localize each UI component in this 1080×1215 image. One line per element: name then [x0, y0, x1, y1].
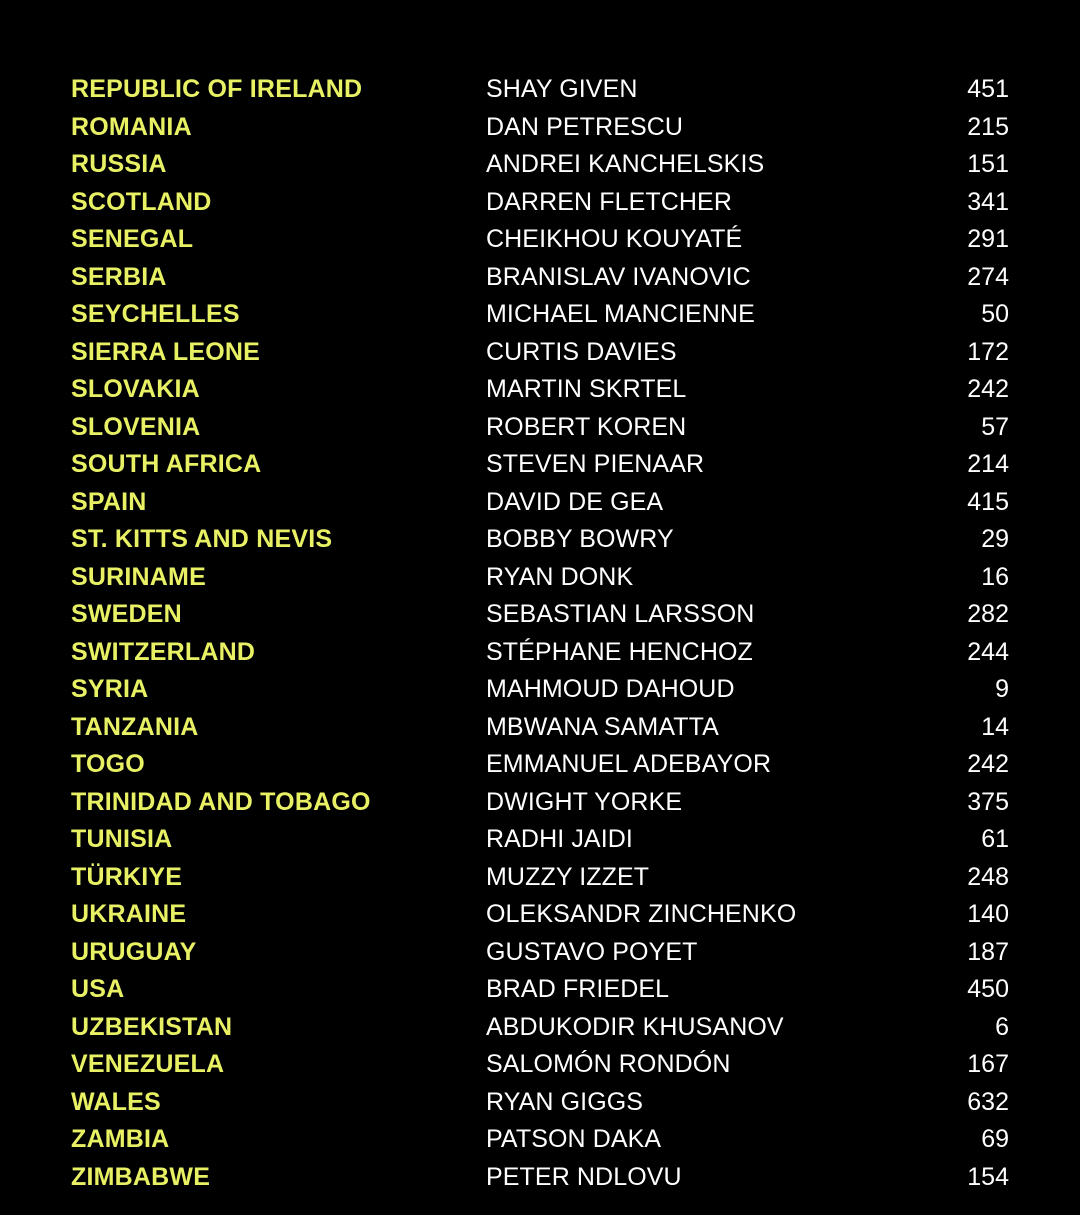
appearance-count: 244	[967, 637, 1009, 666]
player-name: DARREN FLETCHER	[486, 187, 732, 216]
country-name: UKRAINE	[71, 900, 187, 928]
appearance-count: 154	[967, 1162, 1009, 1191]
country-name: SWITZERLAND	[71, 637, 256, 666]
player-name: STEVEN PIENAAR	[486, 450, 705, 478]
table-row	[71, 671, 1009, 709]
appearance-count: 167	[967, 1050, 1009, 1078]
country-name: SIERRA LEONE	[71, 337, 260, 366]
player-name: DWIGHT YORKE	[486, 787, 683, 816]
country-name: SEYCHELLES	[71, 300, 240, 328]
player-name: EMMANUEL ADEBAYOR	[486, 750, 772, 778]
country-name: SENEGAL	[71, 225, 194, 253]
country-name: ZIMBABWE	[71, 1162, 211, 1191]
appearance-count: 6	[995, 1012, 1009, 1041]
country-name: UZBEKISTAN	[71, 1012, 233, 1041]
player-name: ABDUKODIR KHUSANOV	[486, 1012, 784, 1041]
player-name: GUSTAVO POYET	[486, 937, 698, 966]
country-name: VENEZUELA	[71, 1050, 225, 1078]
player-name: ROBERT KOREN	[486, 412, 687, 441]
country-name: ZAMBIA	[71, 1125, 170, 1153]
appearance-count: 187	[967, 937, 1009, 966]
country-name: SYRIA	[71, 675, 149, 703]
table-row	[71, 1084, 1009, 1122]
appearance-count: 242	[967, 375, 1009, 403]
appearance-count: 282	[967, 600, 1009, 628]
table-row	[71, 296, 1009, 334]
country-name: REPUBLIC OF IRELAND	[71, 75, 363, 103]
table-row	[71, 484, 1009, 522]
country-name: SWEDEN	[71, 600, 182, 628]
appearance-count: 450	[967, 975, 1009, 1003]
table-row	[71, 746, 1009, 784]
appearance-count: 29	[981, 525, 1009, 553]
country-name: RUSSIA	[71, 150, 167, 178]
player-name: BRANISLAV IVANOVIC	[486, 262, 751, 291]
country-name: SLOVENIA	[71, 412, 201, 441]
player-name: CURTIS DAVIES	[486, 337, 677, 366]
player-name: STÉPHANE HENCHOZ	[486, 637, 753, 666]
table-row	[71, 821, 1009, 859]
table-row	[71, 109, 1009, 147]
country-name: USA	[71, 975, 125, 1003]
appearance-count: 140	[967, 900, 1009, 928]
country-name: SOUTH AFRICA	[71, 450, 262, 478]
country-name: WALES	[71, 1087, 161, 1116]
country-name: TUNISIA	[71, 825, 173, 853]
player-name: BRAD FRIEDEL	[486, 975, 670, 1003]
country-name: SCOTLAND	[71, 187, 212, 216]
table-row	[71, 971, 1009, 1009]
country-name: TÜRKIYE	[71, 862, 183, 891]
player-name: PATSON DAKA	[486, 1125, 662, 1153]
player-name: MICHAEL MANCIENNE	[486, 300, 755, 328]
appearance-count: 632	[967, 1087, 1009, 1116]
appearance-count: 214	[967, 450, 1009, 478]
table-row	[71, 709, 1009, 747]
player-name: SHAY GIVEN	[486, 75, 638, 103]
table-row	[71, 1009, 1009, 1047]
table-row	[71, 446, 1009, 484]
country-name: TANZANIA	[71, 712, 199, 741]
player-name: PETER NDLOVU	[486, 1162, 682, 1191]
appearance-count: 375	[967, 787, 1009, 816]
appearance-count: 151	[967, 150, 1009, 178]
appearance-count: 50	[981, 300, 1009, 328]
appearance-count: 61	[981, 825, 1009, 853]
table-row	[71, 784, 1009, 822]
table-row	[71, 934, 1009, 972]
table-row	[71, 371, 1009, 409]
table-row	[71, 1159, 1009, 1197]
appearance-count: 16	[981, 562, 1009, 591]
country-name: TOGO	[71, 750, 145, 778]
player-name: MUZZY IZZET	[486, 862, 650, 891]
table-row	[71, 259, 1009, 297]
appearance-count: 415	[967, 487, 1009, 516]
appearance-count: 274	[967, 262, 1009, 291]
player-name: RYAN DONK	[486, 562, 634, 591]
country-name: TRINIDAD AND TOBAGO	[71, 787, 371, 816]
players-by-country-table	[71, 71, 1009, 1196]
table-row	[71, 896, 1009, 934]
appearance-count: 9	[995, 675, 1009, 703]
player-name: OLEKSANDR ZINCHENKO	[486, 900, 797, 928]
appearance-count: 291	[967, 225, 1009, 253]
player-name: ANDREI KANCHELSKIS	[486, 150, 765, 178]
country-name: ST. KITTS AND NEVIS	[71, 525, 333, 553]
table-row	[71, 596, 1009, 634]
appearance-count: 242	[967, 750, 1009, 778]
country-name: ROMANIA	[71, 112, 192, 141]
appearance-count: 57	[981, 412, 1009, 441]
appearance-count: 215	[967, 112, 1009, 141]
table-row	[71, 221, 1009, 259]
player-name: SEBASTIAN LARSSON	[486, 600, 755, 628]
player-name: DAN PETRESCU	[486, 112, 684, 141]
player-name: SALOMÓN RONDÓN	[486, 1050, 731, 1078]
country-name: URUGUAY	[71, 937, 197, 966]
appearance-count: 341	[967, 187, 1009, 216]
country-name: SERBIA	[71, 262, 167, 291]
table-row	[71, 146, 1009, 184]
player-name: RADHI JAIDI	[486, 825, 633, 853]
player-name: MARTIN SKRTEL	[486, 375, 687, 403]
appearance-count: 451	[967, 75, 1009, 103]
player-name: CHEIKHOU KOUYATÉ	[486, 225, 743, 253]
player-name: DAVID DE GEA	[486, 487, 664, 516]
country-name: SPAIN	[71, 487, 147, 516]
appearance-count: 248	[967, 862, 1009, 891]
player-name: BOBBY BOWRY	[486, 525, 674, 553]
table-row	[71, 184, 1009, 222]
table-row	[71, 1121, 1009, 1159]
player-name: RYAN GIGGS	[486, 1087, 644, 1116]
table-row	[71, 71, 1009, 109]
table-row	[71, 634, 1009, 672]
player-name: MAHMOUD DAHOUD	[486, 675, 735, 703]
country-name: SURINAME	[71, 562, 206, 591]
player-name: MBWANA SAMATTA	[486, 712, 719, 741]
appearance-count: 14	[981, 712, 1009, 741]
appearance-count: 69	[981, 1125, 1009, 1153]
table-row	[71, 334, 1009, 372]
table-row	[71, 521, 1009, 559]
appearance-count: 172	[967, 337, 1009, 366]
table-row	[71, 559, 1009, 597]
table-row	[71, 1046, 1009, 1084]
table-row	[71, 409, 1009, 447]
table-row	[71, 859, 1009, 897]
country-name: SLOVAKIA	[71, 375, 200, 403]
